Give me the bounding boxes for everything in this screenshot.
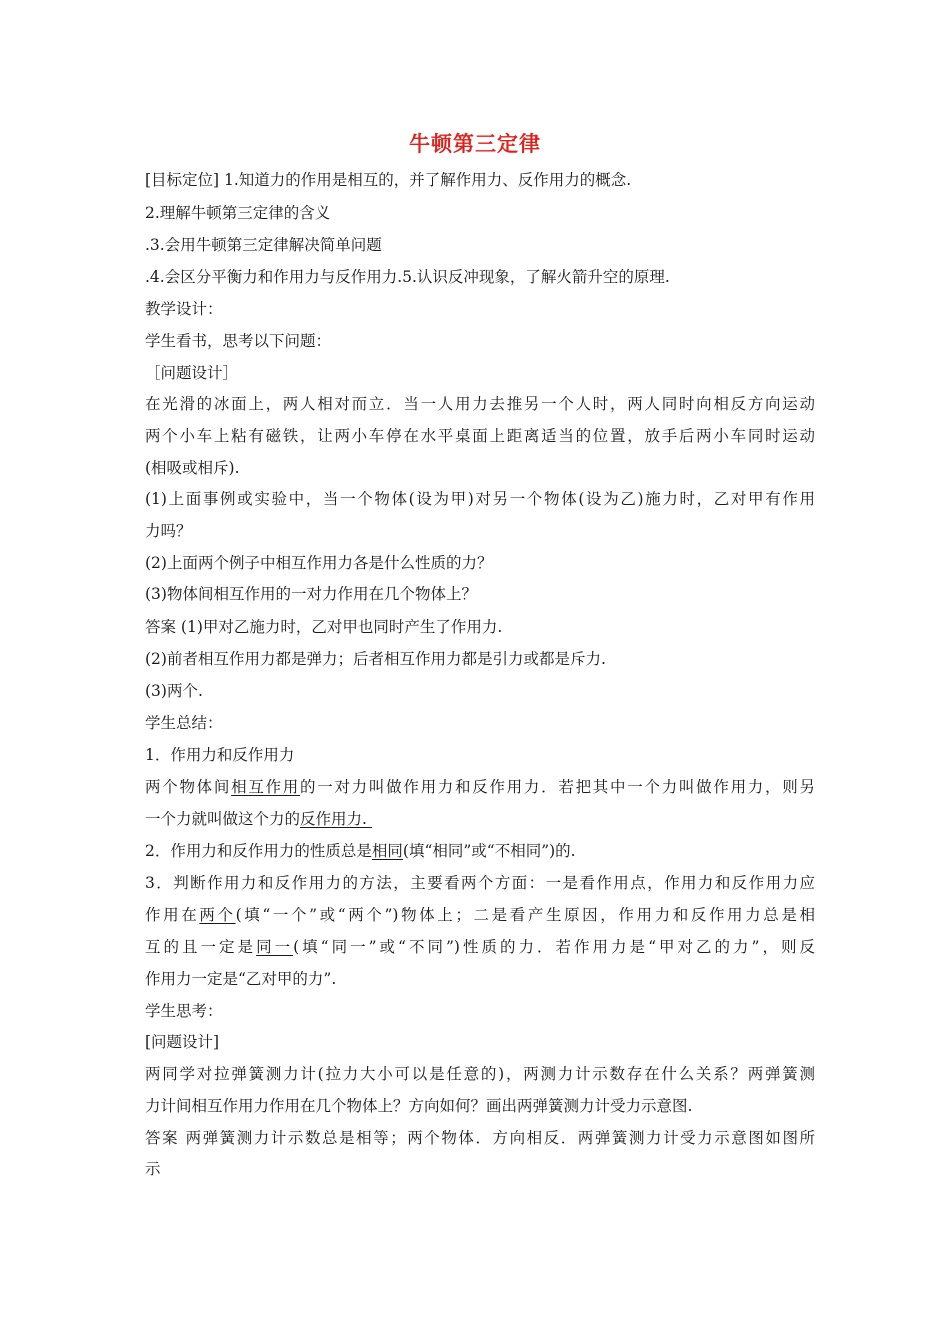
goals-line-3: .3.会用牛顿第三定律解决简单问题 bbox=[145, 236, 382, 254]
summary-1-text-b: 的一对力叫做作用力和反作用力．若把其中一个力叫做作用力，则另 bbox=[300, 778, 815, 796]
summary-3-line-2 bbox=[145, 905, 815, 925]
summary-1-heading: 1．作用力和反作用力 bbox=[145, 746, 295, 764]
summary-2-text-b: (填“相同”或“不相同”)的. bbox=[402, 842, 576, 860]
answer-blank-mutual-action: 相互作用 bbox=[231, 778, 301, 796]
spring-question-line-2: 力计间相互作用力作用在几个物体上？方向如何？画出两弹簧测力计受力示意图. bbox=[145, 1097, 693, 1115]
question-design-heading-2: [问题设计] bbox=[145, 1033, 220, 1051]
answer-3: (3)两个. bbox=[145, 682, 203, 700]
question-1-line-1: (1)上面事例或实验中，当一个物体(设为甲)对另一个物体(设为乙)施力时，乙对甲有作用 bbox=[145, 490, 815, 508]
document-title: 牛顿第三定律 bbox=[409, 132, 541, 156]
goals-line-4: .4.会区分平衡力和作用力与反作用力.5.认识反冲现象，了解火箭升空的原理. bbox=[145, 268, 670, 286]
summary-3-line-1: 3．判断作用力和反作用力的方法，主要看两个方面：一是看作用点，作用力和反作用力应 bbox=[145, 874, 815, 892]
scenario-line-2: 两个小车上粘有磁铁，让两小车停在水平桌面上距离适当的位置，放手后两小车同时运动 bbox=[145, 427, 815, 445]
goals-line-2: 2.理解牛顿第三定律的含义 bbox=[145, 204, 331, 222]
scenario-line-3: (相吸或相斥). bbox=[145, 459, 240, 477]
summary-3-line-3-text-a: 互的且一定是 bbox=[145, 938, 257, 956]
summary-1-line-1 bbox=[145, 777, 815, 797]
scenario-line-1: 在光滑的冰面上，两人相对而立．当一人用力去推另一个人时，两人同时向相反方向运动 bbox=[145, 395, 815, 413]
summary-3-line-4: 作用力一定是“乙对甲的力”. bbox=[145, 970, 337, 988]
teaching-design-label: 教学设计： bbox=[145, 300, 223, 318]
summary-1-text-a: 两个物体间 bbox=[145, 778, 232, 796]
summary-3-line-2-text-a: 作用在 bbox=[145, 906, 200, 924]
student-read-label: 学生看书，思考以下问题： bbox=[145, 332, 332, 350]
spring-answer-line-1: 答案 两弹簧测力计示数总是相等；两个物体．方向相反．两弹簧测力计受力示意图如图所 bbox=[145, 1129, 815, 1147]
question-2: (2)上面两个例子中相互作用力各是什么性质的力？ bbox=[145, 554, 493, 572]
answer-blank-two: 两个 bbox=[199, 906, 236, 924]
summary-3-line-3 bbox=[145, 937, 815, 957]
summary-3-line-3-text-b: (填“同一”或“不同”)性质的力．若作用力是“甲对乙的力”，则反 bbox=[293, 938, 815, 956]
goals-line-1: [目标定位] 1.知道力的作用是相互的，并了解作用力、反作用力的概念. bbox=[145, 171, 632, 189]
student-think-label: 学生思考： bbox=[145, 1002, 223, 1020]
spring-answer-line-2: 示 bbox=[145, 1160, 161, 1178]
summary-3-line-2-text-b: (填“一个”或“两个”)物体上；二是看产生原因，作用力和反作用力总是相 bbox=[235, 906, 815, 924]
answer-blank-reaction-force: 反作用力. bbox=[300, 810, 372, 828]
question-design-heading-1: ［问题设计］ bbox=[145, 364, 239, 382]
answer-blank-same: 相同 bbox=[371, 842, 403, 860]
question-1-line-2: 力吗？ bbox=[145, 522, 192, 540]
summary-2 bbox=[145, 841, 815, 861]
spring-question-line-1: 两同学对拉弹簧测力计(拉力大小可以是任意的)，两测力计示数存在什么关系？两弹簧测 bbox=[145, 1065, 815, 1083]
summary-2-text-a: 2．作用力和反作用力的性质总是 bbox=[145, 842, 372, 860]
answer-2: (2)前者相互作用力都是弹力；后者相互作用力都是引力或都是斥力. bbox=[145, 650, 606, 668]
answer-1: 答案 (1)甲对乙施力时，乙对甲也同时产生了作用力. bbox=[145, 618, 503, 636]
student-summary-label: 学生总结： bbox=[145, 714, 223, 732]
summary-1-line-2-text: 一个力就叫做这个力的 bbox=[145, 810, 301, 828]
answer-blank-same-nature: 同一 bbox=[256, 938, 294, 956]
summary-1-line-2 bbox=[145, 809, 815, 829]
question-3: (3)物体间相互作用的一对力作用在几个物体上？ bbox=[145, 585, 477, 603]
